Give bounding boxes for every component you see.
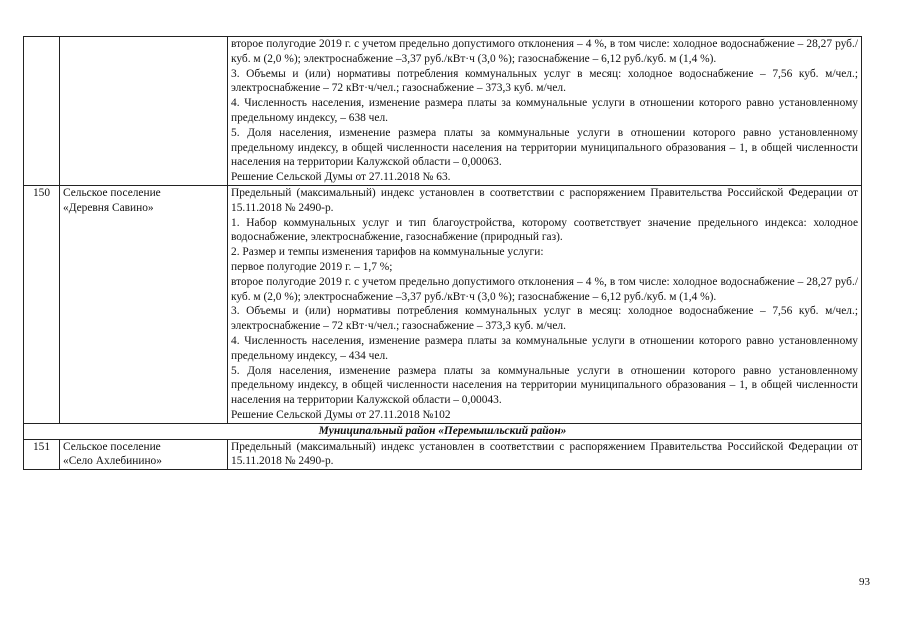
description-paragraph: первое полугодие 2019 г. – 1,7 %; — [231, 260, 393, 273]
table-row — [24, 37, 862, 186]
section-row — [24, 423, 862, 439]
page-number: 93 — [859, 576, 870, 588]
description-paragraph: второе полугодие 2019 г. с учетом предельно допустимого отклонения – 4 %, в том числе: холодное водоснабжение – 28,27 руб./куб. м (2,0 %); электроснабжение –3,37 руб./кВт·ч (3,0 %); газоснабжение – 6,12 руб./куб. м (1,4 %). — [231, 275, 858, 303]
description-paragraph: второе полугодие 2019 г. с учетом предельно допустимого отклонения – 4 %, в том числе: холодное водоснабжение – 28,27 руб./куб. м (2,0 %); электроснабжение –3,37 руб./кВт·ч (3,0 %); газоснабжение – 6,12 руб./куб. м (1,4 %). — [231, 38, 858, 65]
description-paragraph: Предельный (максимальный) индекс установлен в соответствии с распоряжением Правительства Российской Федерации от 15.11.2018 № 2490-р. — [231, 440, 858, 468]
description-paragraph: 4. Численность населения, изменение размера платы за коммунальные услуги в отношении которого равно установленному предельному индексу, – 638 чел. — [231, 97, 858, 124]
row-number: 150 — [24, 185, 60, 423]
table-row — [24, 185, 862, 423]
settlement-name-line: «Село Ахлебинино» — [63, 455, 162, 468]
table-row — [24, 439, 862, 470]
description-paragraph: 3. Объемы и (или) нормативы потребления коммунальных услуг в месяц: холодное водоснабжение – 7,56 куб. м/чел.; электроснабжение – 72 кВт·ч/чел.; газоснабжение – 373,3 куб. м/чел. — [231, 67, 858, 95]
settlement-name — [60, 185, 228, 423]
settlement-name-line: «Деревня Савино» — [63, 201, 154, 214]
settlement-name-line: Сельское поселение — [63, 440, 161, 453]
settlement-name-line: Сельское поселение — [63, 186, 161, 199]
settlement-name — [60, 439, 228, 470]
description-paragraph: 4. Численность населения, изменение размера платы за коммунальные услуги в отношении которого равно установленному предельному индексу, – 434 чел. — [231, 334, 858, 362]
decision-reference: Решение Сельской Думы от 27.11.2018 №102 — [231, 408, 451, 421]
index-description — [228, 439, 862, 470]
index-description — [228, 37, 862, 186]
description-paragraph: 5. Доля населения, изменение размера платы за коммунальные услуги в отношении которого равно установленному предельному индексу, в общей численности населения на территории муниципального образования – 1, в общей численности населения на территории Калужской области – 0,00063. — [231, 126, 858, 169]
regulation-table — [23, 36, 862, 470]
description-paragraph: 3. Объемы и (или) нормативы потребления коммунальных услуг в месяц: холодное водоснабжение – 7,56 куб. м/чел.; электроснабжение – 72 кВт·ч/чел.; газоснабжение – 373,3 куб. м/чел. — [231, 305, 858, 333]
description-paragraph: 1. Набор коммунальных услуг и тип благоустройства, которому соответствует значение предельного индекса: холодное водоснабжение, электроснабжение, газоснабжение (природный газ). — [231, 216, 858, 244]
row-number: 151 — [24, 439, 60, 470]
index-description — [228, 185, 862, 423]
description-paragraph: 5. Доля населения, изменение размера платы за коммунальные услуги в отношении которого равно установленному предельному индексу, в общей численности населения на территории муниципального образования – 1, в общей численности населения на территории Калужской области – 0,00043. — [231, 364, 858, 407]
decision-reference: Решение Сельской Думы от 27.11.2018 № 63. — [231, 171, 451, 184]
section-heading: Муниципальный район «Перемышльский район» — [24, 423, 862, 439]
description-paragraph: 2. Размер и темпы изменения тарифов на коммунальные услуги: — [231, 246, 544, 259]
row-number — [24, 37, 60, 186]
description-paragraph: Предельный (максимальный) индекс установлен в соответствии с распоряжением Правительства Российской Федерации от 15.11.2018 № 2490-р. — [231, 186, 858, 214]
settlement-name — [60, 37, 228, 186]
